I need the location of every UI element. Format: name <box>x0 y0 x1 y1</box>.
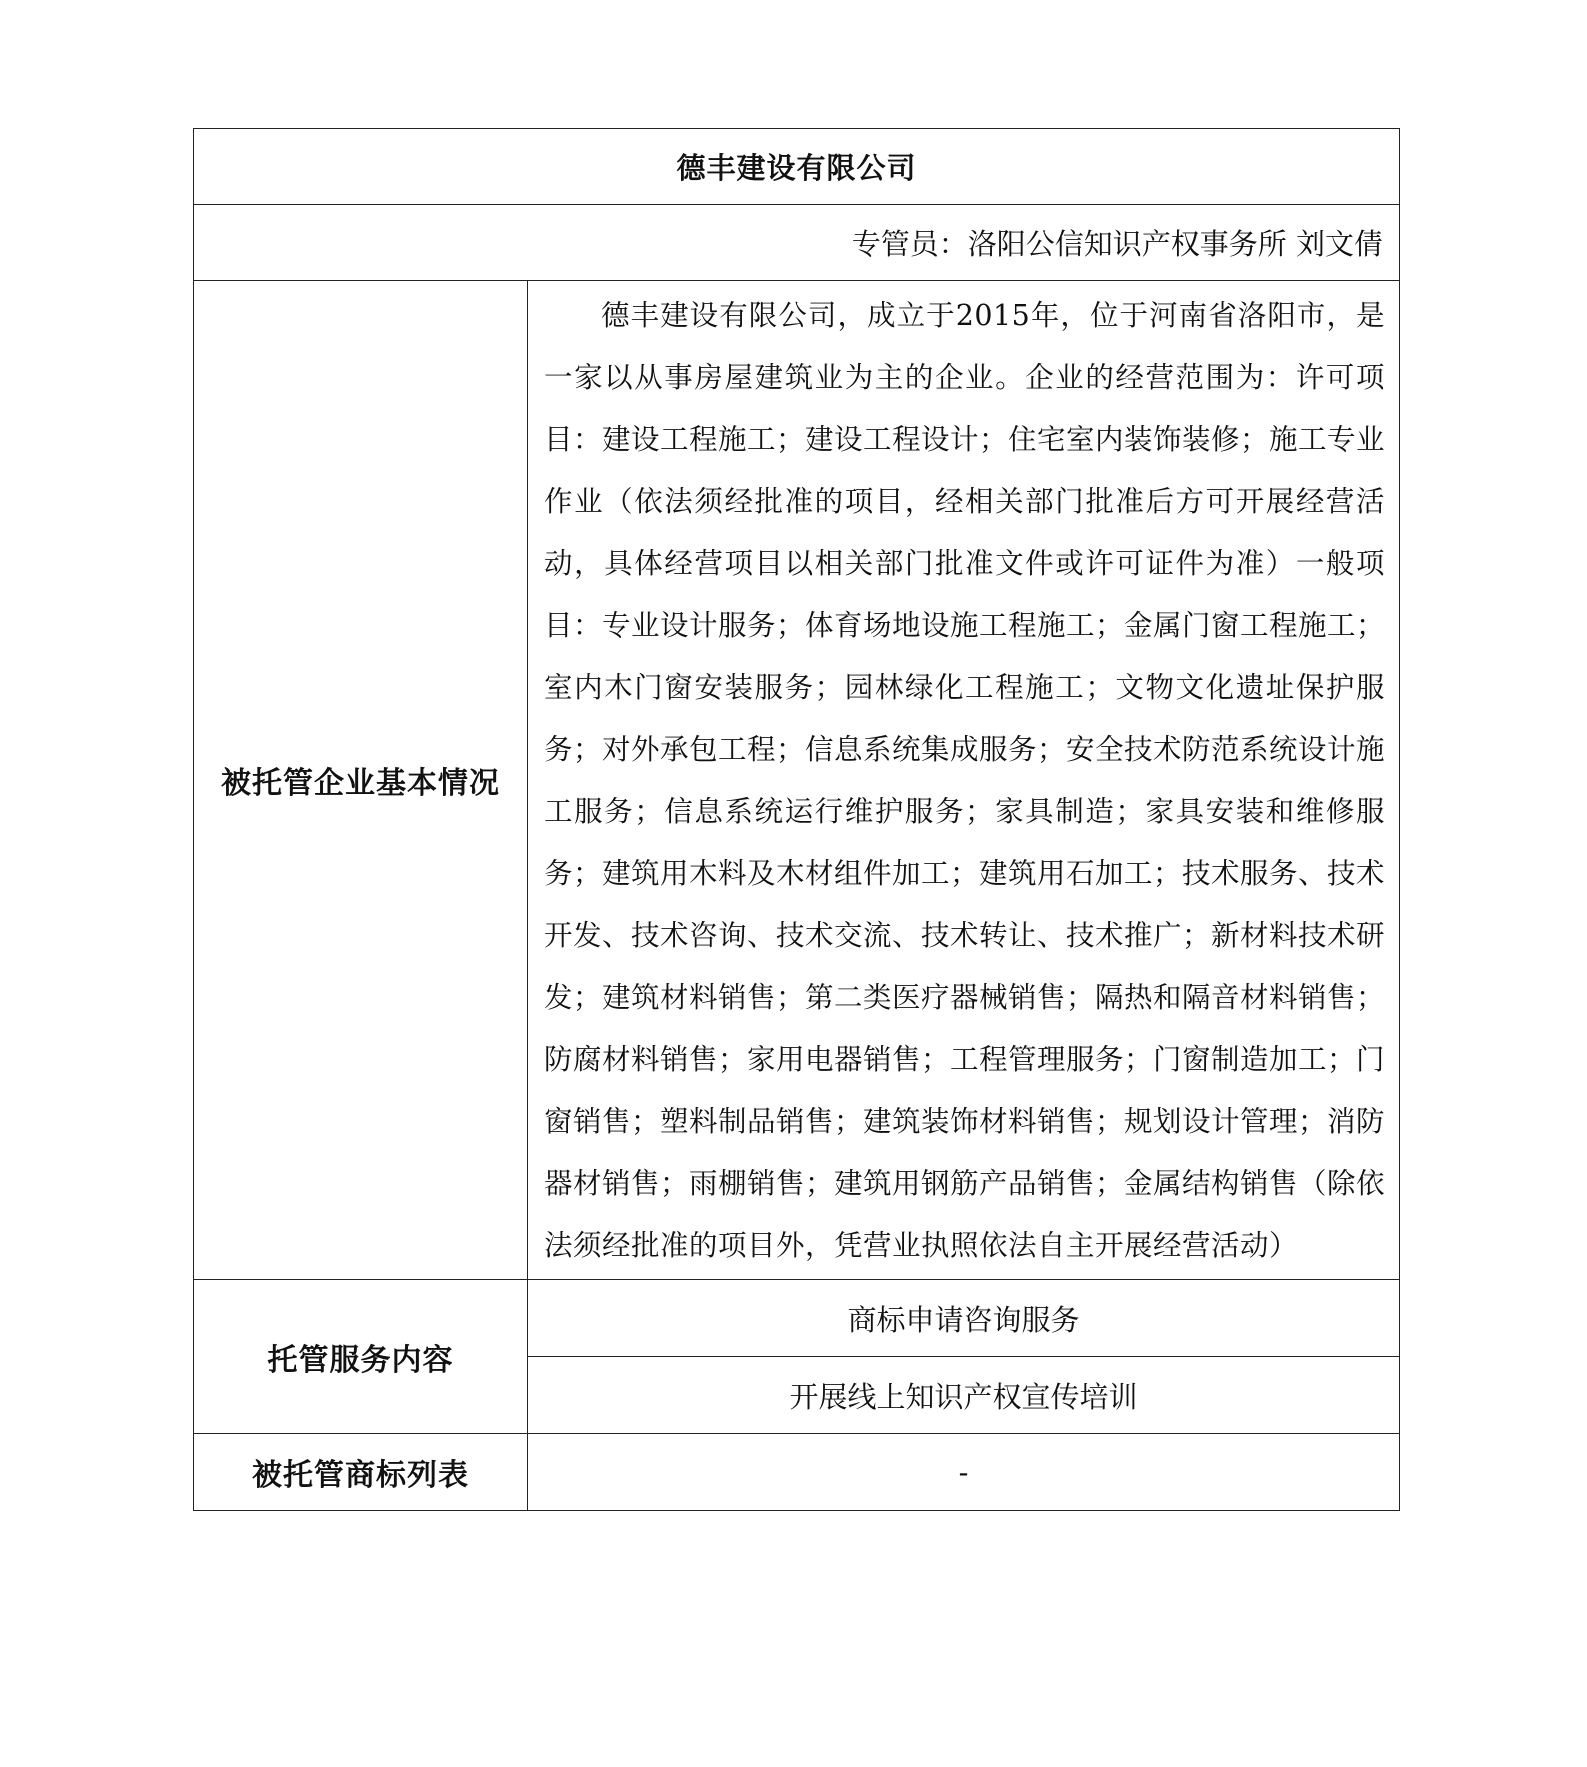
trademarks-value: - <box>528 1434 1400 1511</box>
trusteeship-info-table <box>193 128 1400 1511</box>
manager-row <box>194 205 1400 281</box>
company-title: 德丰建设有限公司 <box>194 129 1400 205</box>
manager-line: 专管员：洛阳公信知识产权事务所 刘文倩 <box>194 205 1400 281</box>
trademarks-label: 被托管商标列表 <box>194 1434 528 1511</box>
service-item: 开展线上知识产权宣传培训 <box>528 1357 1400 1434</box>
basic-info-label: 被托管企业基本情况 <box>194 281 528 1280</box>
service-item: 商标申请咨询服务 <box>528 1280 1400 1357</box>
basic-info-cell <box>528 281 1400 1280</box>
basic-info-description: 德丰建设有限公司，成立于2015年，位于河南省洛阳市，是一家以从事房屋建筑业为主的企业。企业的经营范围为：许可项目：建设工程施工；建设工程设计；住宅室内装饰装修；施工专业作业（依法须经批准的项目，经相关部门批准后方可开展经营活动，具体经营项目以相关部门批准文件或许可证件为准）一般项目：专业设计服务；体育场地设施工程施工；金属门窗工程施工；室内木门窗安装服务；园林绿化工程施工；文物文化遗址保护服务；对外承包工程；信息系统集成服务；安全技术防范系统设计施工服务；信息系统运行维护服务；家具制造；家具安装和维修服务；建筑用木料及木材组件加工；建筑用石加工；技术服务、技术开发、技术咨询、技术交流、技术转让、技术推广；新材料技术研发；建筑材料销售；第二类医疗器械销售；隔热和隔音材料销售；防腐材料销售；家用电器销售；工程管理服务；门窗制造加工；门窗销售；塑料制品销售；建筑装饰材料销售；规划设计管理；消防器材销售；雨棚销售；建筑用钢筋产品销售；金属结构销售（除依法须经批准的项目外，凭营业执照依法自主开展经营活动） <box>544 299 1386 1262</box>
service-row-1 <box>194 1280 1400 1357</box>
trademark-row <box>194 1434 1400 1511</box>
services-label: 托管服务内容 <box>194 1280 528 1434</box>
basic-info-row <box>194 281 1400 1280</box>
title-row <box>194 129 1400 205</box>
